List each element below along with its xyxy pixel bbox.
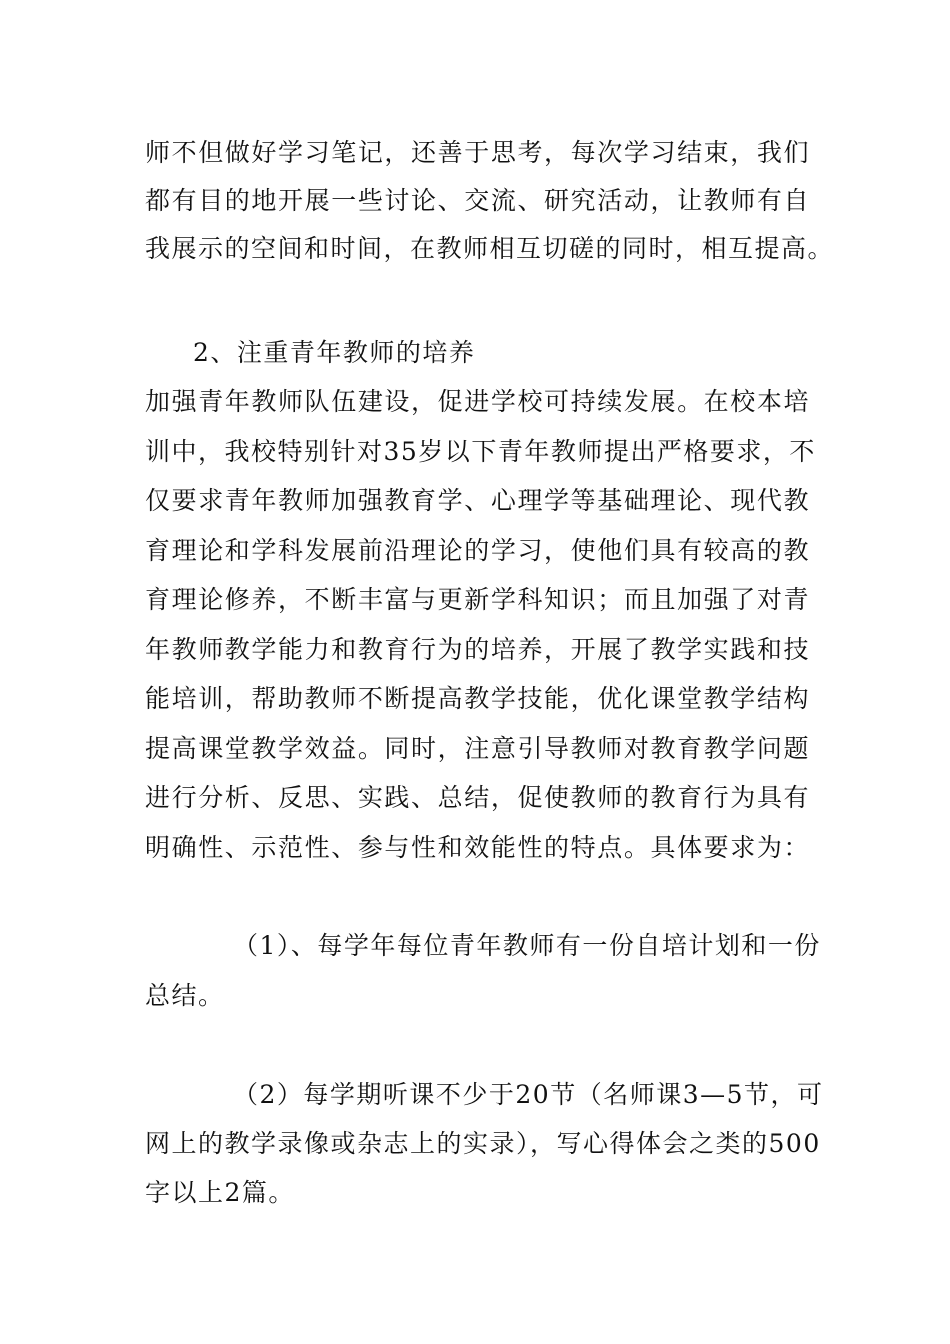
paragraph-2-line-10: 明确性、示范性、参与性和效能性的特点。具体要求为： — [145, 833, 810, 862]
paragraph-2-line-8: 提高课堂教学效益。同时，注意引导教师对教育教学问题 — [145, 734, 810, 763]
list-item-1-line-1: （1）、每学年每位青年教师有一份自培计划和一份 — [233, 931, 821, 960]
paragraph-2-line-5: 育理论修养，不断丰富与更新学科知识；而且加强了对青 — [145, 585, 810, 614]
list-item-2-line-3: 字以上2篇。 — [145, 1178, 295, 1207]
list-item-1-line-2: 总结。 — [145, 981, 225, 1010]
section-heading-2: 2、注重青年教师的培养 — [193, 338, 476, 367]
list-item-2-line-1: （2）每学期听课不少于20节（名师课3—5节，可 — [233, 1080, 824, 1109]
paragraph-2-line-3: 仅要求青年教师加强教育学、心理学等基础理论、现代教 — [145, 486, 810, 515]
paragraph-2-line-1: 加强青年教师队伍建设，促进学校可持续发展。在校本培 — [145, 387, 810, 416]
paragraph-1-line-1: 师不但做好学习笔记，还善于思考，每次学习结束，我们 — [145, 138, 810, 167]
paragraph-2-line-4: 育理论和学科发展前沿理论的学习，使他们具有较高的教 — [145, 536, 810, 565]
paragraph-2-line-6: 年教师教学能力和教育行为的培养，开展了教学实践和技 — [145, 635, 810, 664]
paragraph-2-line-2: 训中，我校特别针对35岁以下青年教师提出严格要求，不 — [145, 437, 816, 466]
paragraph-2-line-9: 进行分析、反思、实践、总结，促使教师的教育行为具有 — [145, 783, 810, 812]
paragraph-2-line-7: 能培训，帮助教师不断提高教学技能，优化课堂教学结构 — [145, 684, 810, 713]
list-item-2-line-2: 网上的教学录像或杂志上的实录），写心得体会之类的500 — [145, 1129, 821, 1158]
paragraph-1-line-2: 都有目的地开展一些讨论、交流、研究活动，让教师有自 — [145, 186, 810, 215]
paragraph-1-line-3: 我展示的空间和时间，在教师相互切磋的同时，相互提高。 — [145, 234, 835, 263]
